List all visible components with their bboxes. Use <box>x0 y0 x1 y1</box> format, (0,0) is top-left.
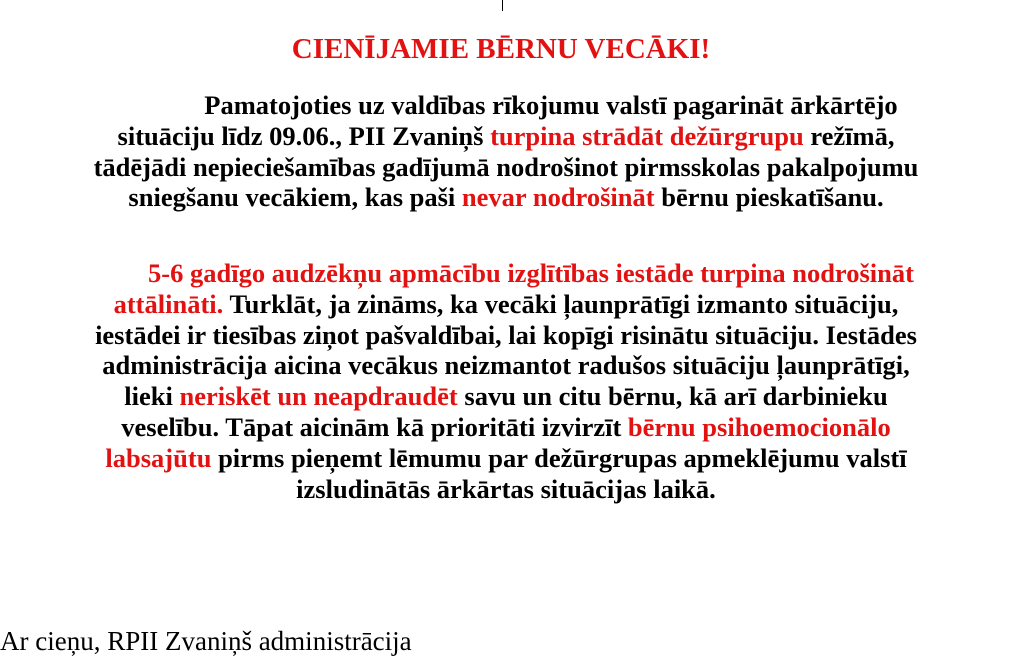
paragraph-2-line-2 <box>0 289 1012 320</box>
paragraph-1-line-1: Pamatojoties uz valdības rīkojumu valstī pagarināt ārkārtējo <box>204 90 898 120</box>
highlight-text: bērnu psihoemocionālo <box>627 411 891 442</box>
text-span: Turklāt, ja zināms, ka vecāki ļaunprātīgi izmanto situāciju, <box>223 288 899 319</box>
text-span: pirms pieņemt lēmumu par dežūrgrupas apmeklējumu valstī <box>211 442 907 473</box>
paragraph-2-line-8: izsludinātās ārkārtas situācijas laikā. <box>296 473 716 504</box>
paragraph-2-line-1: 5-6 gadīgo audzēkņu apmācību izglītības iestāde turpina nodrošināt <box>148 258 914 288</box>
paragraph-2-line-3: iestādei ir tiesības ziņot pašvaldībai, lai kopīgi risinātu situāciju. Iestādes <box>95 319 917 350</box>
paragraph-2-line-6 <box>0 412 1012 443</box>
text-span: režīmā, <box>803 120 895 151</box>
text-cursor <box>502 0 503 11</box>
highlight-text: labsajūtu <box>105 442 212 473</box>
page-title: CIENĪJAMIE BĒRNU VECĀKI! <box>291 33 711 65</box>
text-span: bērnu pieskatīšanu. <box>654 182 884 213</box>
highlight-text: neriskēt un neapdraudēt <box>179 381 458 412</box>
highlight-text: turpina strādāt dežūrgrupu <box>490 120 804 151</box>
paragraph-2-line-7 <box>0 443 1012 474</box>
highlight-text: nevar nodrošināt <box>461 182 655 213</box>
paragraph-2-line-4: administrācija aicina vecākus neizmantot radušos situāciju ļaunprātīgi, <box>102 350 910 381</box>
text-span: veselību. Tāpat aicinām kā prioritāti izvirzīt <box>121 411 628 442</box>
signature: Ar cieņu, RPII Zvaniņš administrācija <box>0 626 412 656</box>
text-span: situāciju līdz 09.06., PII Zvaniņš <box>117 120 491 151</box>
highlight-text: attālināti. <box>113 288 224 319</box>
text-span: sniegšanu vecākiem, kas paši <box>128 182 462 213</box>
paragraph-1-line-2 <box>0 121 1012 152</box>
text-span: lieki <box>124 381 180 412</box>
paragraph-2 <box>0 258 1012 504</box>
paragraph-1-line-3: tādējādi nepieciešamības gadījumā nodrošinot pirmsskolas pakalpojumu <box>93 151 919 182</box>
paragraph-2-line-5 <box>0 381 1012 412</box>
paragraph-1 <box>0 90 1012 213</box>
text-span: savu un citu bērnu, kā arī darbinieku <box>457 381 888 412</box>
paragraph-1-line-4 <box>0 182 1012 213</box>
